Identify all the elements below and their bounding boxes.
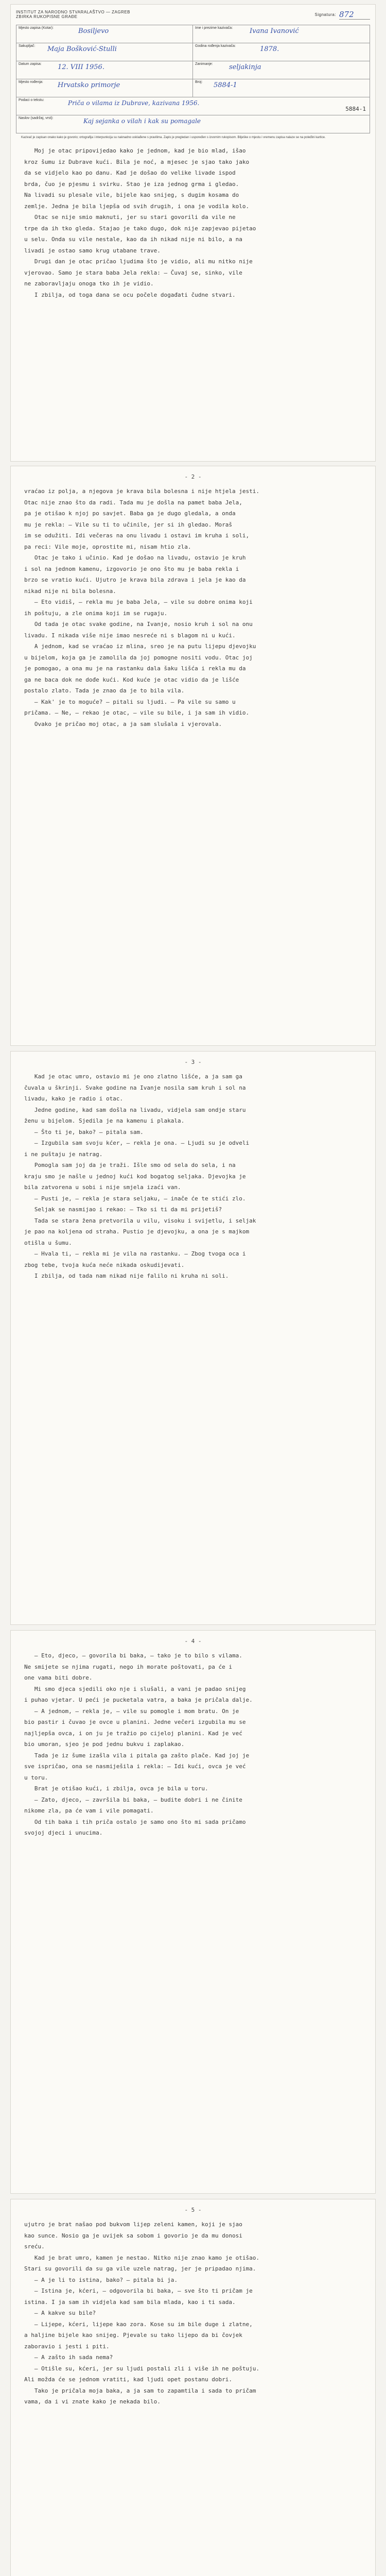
archive-sheet-5 [10, 2199, 376, 2576]
field-sakupljac: Sakupljač: Maja Bošković-Stulli [16, 43, 193, 61]
page-text-1: Moj je otac pripovijedao kako je jednom, kad je bio mlad, išao kroz šumu iz Dubrave kući. Bila je noć, a mjesec je sjao tako jako da se vidjelo kao po danu. Kad je došao do velike livade ispod brda, čuo je pjesmu i svirku. Stao je iza jednog grma i gledao. Na livadi su plesale vile, bijele kao snijeg, s dugim kosama do zemlje. Jedna je bila ljepša od svih drugih, i ona je vodila kolo. Otac se nije smio maknuti, jer su stari govorili da vile ne trpe da ih tko gleda. Stajao je tako dugo, dok nije zapjevao pijetao u selu. Onda su vile nestale, kao da ih nikad nije ni bilo, a na livadi je ostao samo krug utabane trave. Drugi dan je otac pričao ljudima što je vidio, ali mu nitko nije vjerovao. Samo je stara baba Jela rekla: — Čuvaj se, sinko, vile ne zaboravljaju onoga tko ih je vidio. I zbilja, od toga dana se ocu počele događati čudne stvari. [24, 147, 256, 298]
field-mjesto: Mjesto zapisa (Kotar): Bosiljevo [16, 25, 193, 43]
page-number-2: - 2 - [184, 473, 202, 480]
archive-sheet-3 [10, 1051, 376, 1625]
page-text-3: Kad je otac umro, ostavio mi je ono zlatno lišće, a ja sam ga čuvala u škrinji. Svake godine na Ivanje nosila sam kruh i sol na livadu, kako je radio i otac. Jedne godine, kad sam došla na livadu, vidjela sam ondje staru ženu u bijelom. Sjedila je na kamenu i plakala. — Što ti je, bako? — pitala sam. — Izgubila sam svoju kćer, — rekla je ona. — Ljudi su je odveli i ne puštaju je natrag. Pomogla sam joj da je traži. Išle smo od sela do sela, i na kraju smo je našle u jednoj kući kod bogatog seljaka. Djevojka je bila zatvorena u sobi i nije smjela izaći van. — Pusti je, — rekla je stara seljaku, — inače će te stići zlo. Seljak se nasmijao i rekao: — Tko si ti da mi prijetiš? Tada se stara žena pretvorila u vilu, visoku i svijetlu, i seljak je pao na koljena od straha. Pustio je djevojku, a ona je s majkom otišla u šumu. — Hvala ti, — rekla mi je vila na rastanku. — Zbog tvoga oca i zbog tebe, tvoja kuća neće nikada oskudijevati. I zbilja, od tada nam nikad nije falilo ni kruha ni soli. [24, 1073, 256, 1279]
signature-label: Signatura: [314, 12, 336, 17]
page-number-4: - 4 - [184, 1638, 202, 1645]
archive-sheet-4 [10, 1630, 376, 2194]
archive-sheet-1 [10, 4, 376, 462]
field-kazivac: Ime i prezime kazivača: Ivana Ivanović [195, 26, 299, 35]
page-text-4: — Eto, djeco, — govorila bi baka, — tako je to bilo s vilama. Ne smijete se njima rugati, nego ih morate poštovati, pa će i one vama biti dobre. Mi smo djeca sjedili oko nje i slušali, a vani je padao snijeg i puhao vjetar. U peći je pucketala vatra, a baka je pričala dalje. — A jednom, — rekla je, — vile su pomogle i mom bratu. On je bio pastir i čuvao je ovce u planini. Jedne večeri izgubila mu se najljepša ovca, i on ju je tražio po cijeloj planini. Kad je već bio umoran, sjeo je pod jednu bukvu i zaplakao. Tada je iz šume izašla vila i pitala ga zašto plače. Kad joj je sve ispričao, ona se nasmiješila i rekla: — Idi kući, ovca je već u toru. Brat je otišao kući, i zbilja, ovca je bila u toru. — Zato, djeco, — završila bi baka, — budite dobri i ne činite nikome zla, pa će vam i vile pomagati. Od tih baka i tih priča ostalo je samo ono što mi sada pričamo svojoj djeci i unucima. [24, 1652, 253, 1836]
page-number-3: - 3 - [184, 1059, 202, 1065]
file-number-stamp: 5884-1 [345, 106, 366, 112]
form-card [11, 5, 375, 142]
field-naslov: Naslov (sadržaj, vrst): Kaj sejanka o vilah i kak su pomagale [19, 116, 201, 125]
page-text-2: vraćao iz polja, a njegova je krava bila bolesna i nije htjela jesti. Otac nije znao što da radi. Tada mu je došla na pamet baba Jela, pa je otišao k njoj po savjet. Baba ga je dugo gledala, a onda mu je rekla: — Vile su ti to učinile, jer si ih gledao. Moraš im se odužiti. Idi večeras na onu livadu i ostavi im kruha i soli, pa reci: Vile moje, oprostite mi, nisam htio zla. Otac je tako i učinio. Kad je došao na livadu, ostavio je kruh i sol na jednom kamenu, izgovorio je ono što mu je baba rekla i brzo se vratio kući. Ujutro je krava bila zdrava i jela je kao da nikad nije ni bila bolesna. — Eto vidiš, — rekla mu je baba Jela, — vile su dobre onima koji ih poštuju, a zle onima koji im se rugaju. Od tada je otac svake godine, na Ivanje, nosio kruh i sol na onu livadu. I nikada više nije imao nesreće ni s blagom ni u kući. A jednom, kad se vraćao iz mlina, sreo je na putu lijepu djevojku u bijelom, koja ga je zamolila da joj pomogne nositi vodu. Otac joj je pomogao, a ona mu je na rastanku dala šaku lišća i rekla mu da ga ne baca dok ne dođe kući. Kod kuće je otac vidio da je lišće postalo zlato. Tada je znao da je to bila vila. — Kak' je to moguće? — pitali su ljudi. — Pa vile su samo u pričama. — Ne, — rekao je otac, — vile su bile, i ja sam ih vidio. Ovako je pričao moj otac, a ja sam slušala i vjerovala. [24, 488, 259, 727]
archive-sheet-2 [10, 466, 376, 1046]
signature-value: 872 [339, 10, 370, 20]
field-podaci: Godina rođenja kazivača: 1878. [195, 44, 279, 53]
page-text-5: ujutro je brat našao pod bukvom lijep zeleni kamen, koji je sjao kao sunce. Nosio ga je uvijek sa sobom i govorio je da mu donosi sreću. Kad je brat umro, kamen je nestao. Nitko nije znao kamo je otišao. Stari su govorili da su ga vile uzele natrag, jer je pripadao njima. — A je li to istina, bako? — pitala bi ja. — Istina je, kćeri, — odgovorila bi baka, — sve što ti pričam je istina. I ja sam ih vidjela kad sam bila mlada, kao i ti sada. — A kakve su bile? — Lijepe, kćeri, lijepe kao zora. Kose su im bile duge i zlatne, a haljine bijele kao snijeg. Pjevale su tako lijepo da bi čovjek zaboravio i jesti i piti. — A zašto ih sada nema? — Otišle su, kćeri, jer su ljudi postali zli i više ih ne poštuju. Ali možda će se jednom vratiti, kad ljudi opet postanu dobri. Tako je pričala moja baka, a ja sam to zapamtila i sada to pričam vama, da i vi znate kako je nekada bilo. [24, 2221, 259, 2405]
page-number-5: - 5 - [184, 2207, 202, 2213]
field-datum: Datum zapisa: 12. VIII 1956. [16, 61, 193, 79]
form-fine-print: Kazivač je zapisan onako kako je govorio; ortografija i interpunkcija su naknadno usklađene s pravilima. Zapis je pregledan i uspoređen s izvornim rukopisom. Bilješke o mjestu i vremenu zapisa nalaze se na poleđini kartice. [21, 136, 326, 139]
field-mjesto-rodjenja: Mjesto rođenja: Hrvatsko primorje [16, 79, 193, 97]
institute-name: INSTITUT ZA NARODNO STVARALAŠTVO — ZAGREB [16, 10, 131, 14]
field-podaci-teksta: Podaci o tekstu: Priča o vilama iz Dubrave, kazivana 1956. [19, 98, 200, 107]
archive-name: ZBIRKA RUKOPISNE GRAĐE [16, 14, 78, 19]
field-broj: Broj: 5884-1 [195, 80, 237, 89]
field-zanimanje: Zanimanje: seljakinja [195, 62, 261, 71]
